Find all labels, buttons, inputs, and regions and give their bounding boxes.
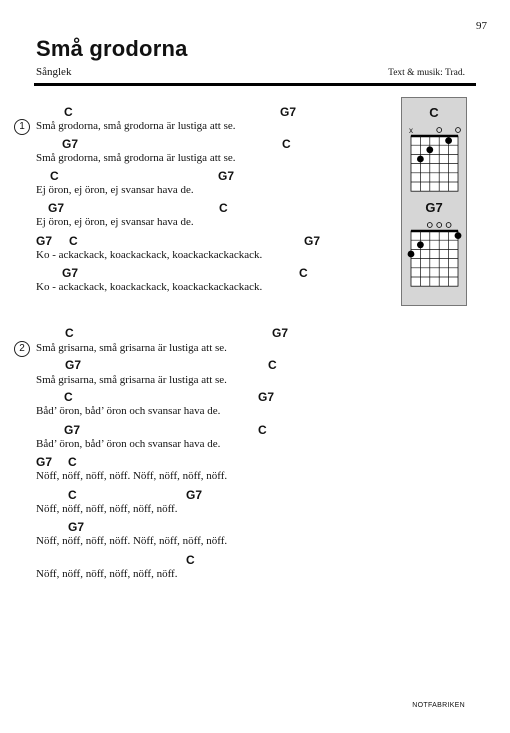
- lyric-line: Nöff, nöff, nöff, nöff, nöff, nöff.: [36, 503, 178, 515]
- lyric-line: Båd’ öron, båd’ öron och svansar hava de.: [36, 438, 221, 450]
- chord: G7: [62, 137, 79, 151]
- chord-diagram-name: C: [429, 105, 439, 120]
- chord: G7: [186, 488, 203, 502]
- chord: G7: [258, 390, 275, 404]
- chord: G7: [36, 455, 53, 469]
- chord: C: [186, 553, 195, 567]
- verse-1-badge: 1: [14, 119, 30, 135]
- chord: G7: [280, 105, 297, 119]
- chord: C: [64, 105, 73, 119]
- lyric-line: Små grisarna, små grisarna är lustiga att se.: [36, 342, 227, 354]
- chord-diagrams: [402, 98, 466, 305]
- chord: C: [68, 455, 77, 469]
- open-string-marker: [437, 223, 442, 228]
- chord: C: [299, 266, 308, 280]
- chord: C: [68, 488, 77, 502]
- chord-diagram-panel: [401, 97, 467, 306]
- chord: C: [69, 234, 78, 248]
- lyric-line: Ko - ackackack, koackackack, koackackackackack.: [36, 281, 263, 293]
- lyric-line: Nöff, nöff, nöff, nöff. Nöff, nöff, nöff, nöff.: [36, 470, 228, 482]
- chord: C: [50, 169, 59, 183]
- open-string-marker: [446, 223, 451, 228]
- publisher-footer: NOTFABRIKEN: [412, 702, 465, 709]
- title-rule: [34, 83, 476, 86]
- chord: C: [268, 358, 277, 372]
- chord: G7: [65, 358, 82, 372]
- chord: G7: [218, 169, 235, 183]
- chord: C: [282, 137, 291, 151]
- chord: C: [64, 390, 73, 404]
- finger-dot: [445, 137, 452, 144]
- open-string-marker: [437, 128, 442, 133]
- finger-dot: [408, 251, 415, 258]
- chord: G7: [304, 234, 321, 248]
- lyric-line: Ej öron, ej öron, ej svansar hava de.: [36, 216, 194, 228]
- chord: C: [258, 423, 267, 437]
- song-credit: Text & musik: Trad.: [388, 68, 465, 78]
- chord: G7: [272, 326, 289, 340]
- lyric-line: Små grisarna, små grisarna är lustiga att se.: [36, 374, 227, 386]
- page-number: 97: [476, 20, 487, 32]
- chord: G7: [36, 234, 53, 248]
- finger-dot: [426, 146, 433, 153]
- finger-dot: [455, 232, 462, 239]
- lyric-line: Ej öron, ej öron, ej svansar hava de.: [36, 184, 194, 196]
- chord: G7: [62, 266, 79, 280]
- open-string-marker: [427, 223, 432, 228]
- lyric-line: Ko - ackackack, koackackack, koackackackackack.: [36, 249, 263, 261]
- lyric-line: Nöff, nöff, nöff, nöff, nöff, nöff.: [36, 568, 178, 580]
- verse-2-badge: 2: [14, 341, 30, 357]
- lyric-line: Små grodorna, små grodorna är lustiga att se.: [36, 120, 236, 132]
- lyric-line: Nöff, nöff, nöff, nöff. Nöff, nöff, nöff, nöff.: [36, 535, 228, 547]
- song-subtitle: Sånglek: [36, 66, 72, 78]
- song-title: Små grodorna: [36, 36, 188, 61]
- lyric-line: Båd’ öron, båd’ öron och svansar hava de.: [36, 405, 221, 417]
- muted-string-marker: x: [409, 126, 413, 135]
- open-string-marker: [456, 128, 461, 133]
- finger-dot: [417, 156, 424, 163]
- finger-dot: [417, 241, 424, 248]
- chord: G7: [64, 423, 81, 437]
- chord-diagram-name: G7: [425, 200, 443, 215]
- chord: C: [219, 201, 228, 215]
- chord: G7: [48, 201, 65, 215]
- chord: G7: [68, 520, 85, 534]
- chord: C: [65, 326, 74, 340]
- lyric-line: Små grodorna, små grodorna är lustiga att se.: [36, 152, 236, 164]
